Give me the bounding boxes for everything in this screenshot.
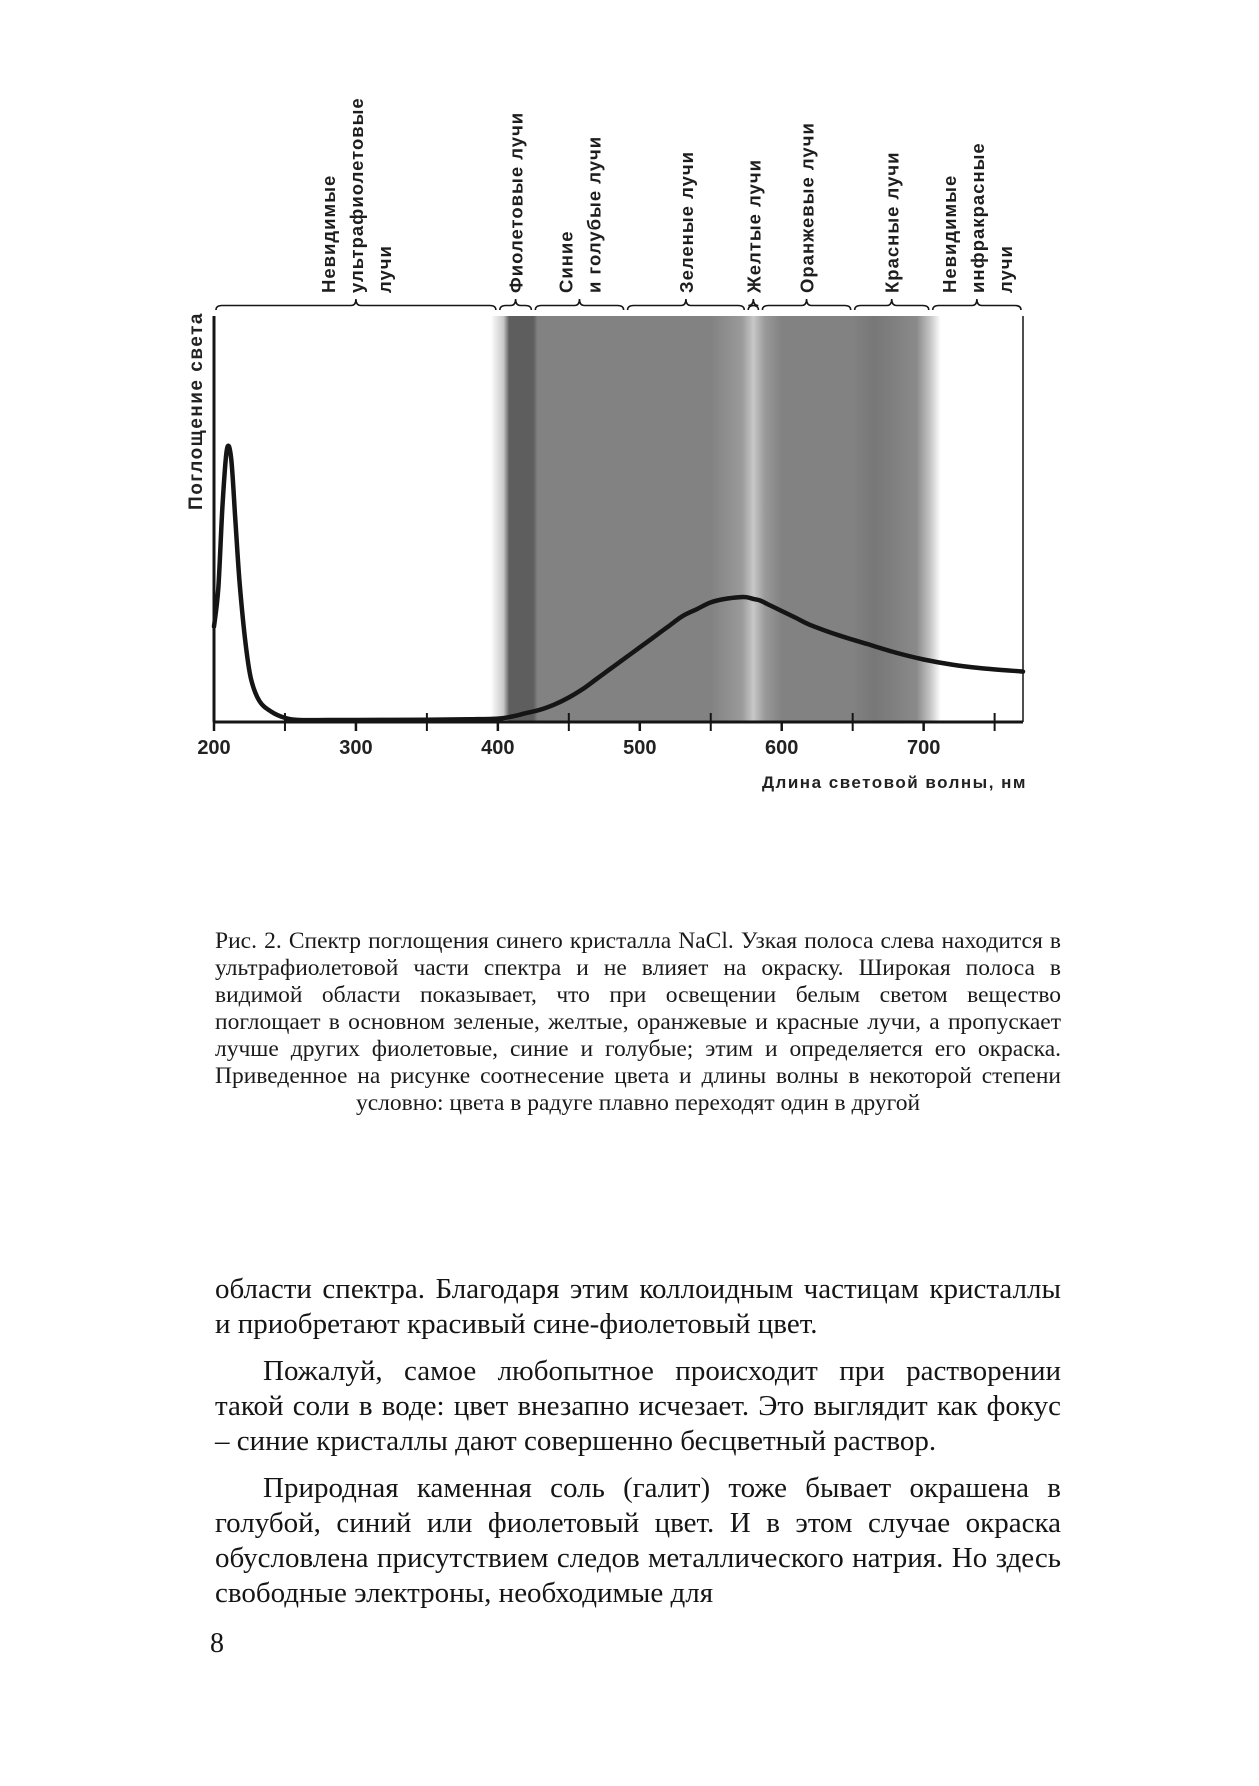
band-label-2 [506, 112, 527, 293]
band-label-line: Желтые лучи [743, 159, 765, 293]
band-brace-5 [748, 299, 758, 310]
band-label-line: Оранжевые лучи [796, 122, 818, 293]
paragraph-2: Пожалуй, самое любопытное происходит при растворении такой соли в воде: цвет внезапно исчезает. Это выглядит как фокус – синие кристаллы дают совершенно бесцветный раствор. [215, 1355, 1061, 1457]
band-label-5 [743, 159, 764, 294]
band-label-line: Фиолетовые лучи [505, 111, 527, 293]
band-label-1 [318, 97, 395, 293]
y-axis-label: Поглощение света [186, 312, 207, 510]
x-tick-label-300: 300 [339, 737, 373, 759]
band-brace-3 [535, 299, 623, 310]
band-label-line: лучи [373, 245, 395, 293]
paragraph-1: области спектра. Благодаря этим коллоидным частицам кристаллы и приобретают красивый сине-фиолетовый цвет. [215, 1273, 1061, 1340]
x-tick-label-700: 700 [906, 737, 941, 759]
absorption-spectrum-figure [186, 97, 1070, 910]
band-brace-2 [500, 299, 531, 310]
band-label-line: Красные лучи [881, 151, 903, 293]
band-labels [318, 97, 1016, 294]
band-label-line: инфракрасные [966, 142, 988, 293]
band-label-6 [797, 122, 818, 293]
figure-caption: Рис. 2. Спектр поглощения синего кристалла NaCl. Узкая полоса слева находится в ультрафиолетовой части спектра и не влияет на окраску. Широкая полоса в видимой области показывает, что при освещении белым светом вещество поглощает в основном зеленые, желтые, оранжевые и красные лучи, а пропускает лучше других фиолетовые, синие и голубые; этим и определяется его окраска. Приведенное на рисунке соотнесение цвета и длины волны в некоторой степени условно: цвета в радуге плавно переходят один в другой [215, 928, 1061, 1116]
band-brace-8 [933, 299, 1021, 310]
x-tick-label-400: 400 [481, 737, 515, 759]
band-label-line: Невидимые [938, 174, 960, 293]
band-brace-7 [855, 299, 929, 310]
band-brace-1 [216, 299, 496, 310]
band-brace-6 [762, 299, 850, 310]
band-label-3 [555, 136, 604, 293]
band-label-line: Синие [555, 230, 577, 293]
band-label-line: ультрафиолетовые [345, 97, 367, 293]
band-braces [216, 299, 1021, 310]
body-text [215, 1272, 1061, 1623]
x-axis-label: Длина световой волны, нм [761, 773, 1027, 792]
paragraph-3: Природная каменная соль (галит) тоже бывает окрашена в голубой, синий или фиолетовый цвет. И в этом случае окраска обусловлена присутствием следов металлического натрия. Но здесь свободные электроны, необходимые для [215, 1472, 1061, 1609]
band-label-line: лучи [994, 245, 1016, 293]
band-label-8 [939, 142, 1016, 293]
band-label-line: Зеленые лучи [675, 151, 697, 293]
x-tick-label-200: 200 [197, 737, 231, 759]
band-label-4 [676, 151, 697, 293]
x-tick-label-600: 600 [765, 737, 799, 759]
band-label-line: Невидимые [317, 174, 339, 293]
band-label-line: и голубые лучи [583, 135, 605, 293]
x-tick-label-500: 500 [623, 737, 657, 759]
page-number: 8 [210, 1628, 224, 1659]
band-brace-4 [628, 299, 745, 310]
band-label-7 [882, 152, 903, 293]
